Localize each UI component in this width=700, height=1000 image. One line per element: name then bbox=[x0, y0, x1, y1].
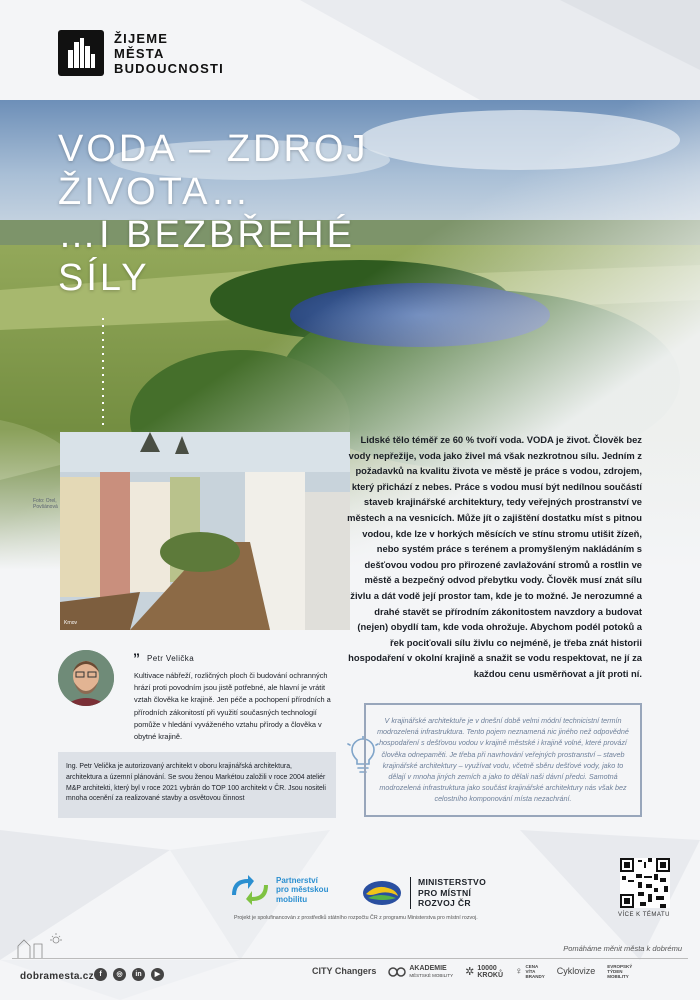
akademie-label-2: MĚSTSKÉ MOBILITY bbox=[409, 972, 454, 978]
flood-photo bbox=[60, 432, 350, 630]
avatar bbox=[58, 650, 114, 706]
house-sun-icon bbox=[16, 932, 72, 958]
city-changers-logo[interactable]: CITY Changers bbox=[312, 966, 377, 976]
dotted-divider bbox=[102, 318, 104, 428]
facebook-icon[interactable]: f bbox=[94, 968, 107, 981]
partner-label-2: pro městskou bbox=[276, 885, 329, 895]
qr-code-icon[interactable] bbox=[620, 858, 670, 908]
walking-icon: ✲ bbox=[465, 966, 475, 978]
quote-text: Kultivace nábřeží, rozličných ploch či budování ochranných hrází proti povodním jsou jistě potřebné, ale hlavní je vrátit vztah člověka ke krajině. Jen péče a pochopení přírodních a přírodních zákonitostí při využití současných technologií pomůže v hledání vyváženého vztahu přírody a člověka v obytné krajině. bbox=[134, 671, 331, 742]
mobility-week-logo[interactable] bbox=[607, 964, 632, 979]
footer-divider bbox=[12, 958, 688, 959]
quote-icon: ” bbox=[133, 650, 140, 666]
akademie-icon bbox=[388, 967, 406, 977]
city-logo-icon bbox=[58, 30, 104, 76]
tyden-label-3: MOBILITY bbox=[607, 974, 629, 979]
cena-label-2: VÍTA bbox=[525, 969, 536, 974]
akademie-logo[interactable] bbox=[388, 965, 453, 979]
ministry-label-1: MINISTERSTVO bbox=[418, 877, 487, 887]
partner-logos-row bbox=[312, 964, 632, 979]
partner-label-3: mobilitu bbox=[276, 894, 308, 904]
intro-text: Lidské tělo téměř ze 60 % tvoří voda. VODA je život. Člověk bez vody nepřežije, voda jako živel má však nezkrotnou sílu. Jedním z požadavků na kvalitu života ve městě je práce s vodou, zdrojem, který přichází z nebes. Práce s vodou musí být nedílnou součástí staveb krajinářské architektury, tedy veřejných prostranství ve městech a na vesnicích. Může jít o zajištění dostatku míst s pitnou vodou, kde lze v horkých měsících ve stínu stromu utišit žízeň, nebo systém práce s terénem a promyšleným nakládáním s dešťovou vodou pro přirozené zavlažování stromů a rostlin ve městě a bezpečný odvod přebytku vody. Člověk musí znát sílu živlu a dát vodě její prostor tam, kde je to možné. Je nerozumné a drahé stavět se přírodním zákonitostem navzdory a budovat (nejen) obydlí tam, kde voda ohrožuje. Abychom podél potoků a řek pociťovali sílu živlu co nejméně, je třeba znát historii hospodaření v okolní krajině a snažit se vodu respektovat, ne jí za každou cenu usměrňovat a jít proti ní. bbox=[347, 434, 642, 679]
ministry-label-3: ROZVOJ ČR bbox=[418, 898, 471, 908]
tagline: Pomáháme měnit města k dobrému bbox=[563, 944, 682, 953]
akademie-label-1: AKADEMIE bbox=[409, 964, 447, 972]
info-note: V krajinářské architektuře je v dnešní době velmi módní technicistní termín modrozelená infrastruktura. Tento pojem neznamená nic jiného než odpovědné hospodaření s dešťovou vodou v krajině městské i krajině volné, které provází člověka odnepaměti. Je třeba při navrhování veřejných prostranství – staveb krajinářské architektury – využívat vodu, včetně sběru dešťové vody, jako to dělají v mnoha jiných zemích a jako to dělali naši dávní předci. Samotná modrozelená infrastruktura jako součást krajinářské architektury nás však bez celostního komponování místa nezachrání. bbox=[364, 703, 642, 817]
kroku-label-1: 10000 bbox=[477, 964, 497, 972]
instagram-icon[interactable]: ◎ bbox=[113, 968, 126, 981]
social-links bbox=[94, 968, 164, 981]
cena-vita-brandy-logo[interactable] bbox=[515, 964, 545, 979]
linkedin-icon[interactable]: in bbox=[132, 968, 145, 981]
youtube-icon[interactable]: ▶ bbox=[151, 968, 164, 981]
qr-label: VÍCE K TÉMATU bbox=[618, 912, 670, 918]
brand[interactable] bbox=[58, 30, 224, 76]
award-icon: ♀ bbox=[515, 966, 523, 977]
kroku-logo[interactable] bbox=[465, 965, 503, 979]
ministry-logo[interactable] bbox=[362, 877, 486, 909]
photo-credit-side: Foto: Orel, Povšánová bbox=[33, 498, 58, 510]
kroku-label-2: KROKŮ bbox=[477, 971, 504, 979]
page-title: VODA – ZDROJ ŽIVOTA… …I BEZBŘEHÉ SÍLY bbox=[58, 128, 369, 299]
quote-author: Petr Velička bbox=[147, 654, 195, 663]
tyden-label-1: EVROPSKÝ bbox=[607, 964, 633, 969]
funding-note: Projekt je spolufinancován z prostředků státního rozpočtu ČR z programu Ministerstva pro místní rozvoj. bbox=[234, 915, 478, 921]
tyden-label-2: TÝDEN bbox=[607, 969, 623, 974]
website-link[interactable]: dobramesta.cz bbox=[20, 971, 94, 982]
partnership-icon bbox=[232, 875, 268, 905]
photo-credit: Krnov bbox=[64, 620, 78, 626]
ministry-icon bbox=[362, 880, 402, 906]
partner-logo[interactable] bbox=[232, 875, 328, 905]
cena-label-1: CENA bbox=[525, 964, 539, 969]
ministry-label-2: PRO MÍSTNÍ bbox=[418, 887, 472, 898]
brand-name: ŽIJEME MĚSTA BUDOUCNOSTI bbox=[114, 30, 224, 76]
cyklovize-logo[interactable]: Cyklovize bbox=[556, 966, 596, 976]
author-bio: Ing. Petr Velička je autorizovaný architekt v oboru krajinářská architektura, architektura a územní plánování. Se svou ženou Markétou založili v roce 2004 ateliér M&P architekti, který byl v roce 2021 vybrán do TOP 100 architekt v ČR. Jsou nositeli mnoha ocenění za realizované stavby a osvětovou činnost bbox=[58, 752, 336, 818]
cena-label-3: BRANDY bbox=[525, 974, 545, 979]
partner-label-1: Partnerství bbox=[276, 875, 318, 885]
